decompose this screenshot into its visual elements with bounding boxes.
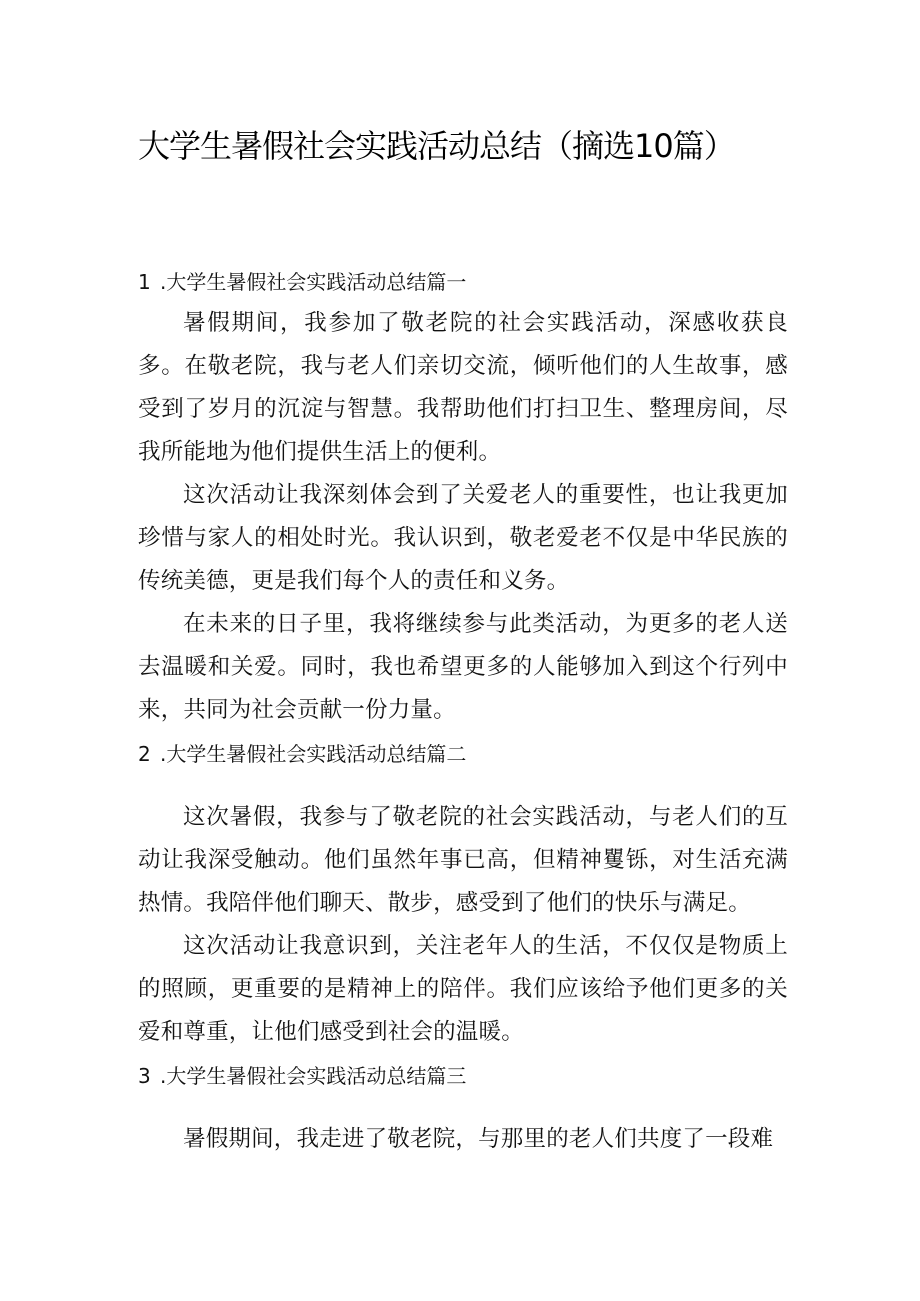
section-2 — [138, 734, 788, 1054]
paragraph: 这次活动让我意识到，关注老年人的生活，不仅仅是物质上的照顾，更重要的是精神上的陪伴。我们应该给予他们更多的关爱和尊重，让他们感受到社会的温暖。 — [138, 933, 788, 1045]
paragraph: 这次暑假，我参与了敬老院的社会实践活动，与老人们的互动让我深受触动。他们虽然年事已高，但精神矍铄，对生活充满热情。我陪伴他们聊天、散步，感受到了他们的快乐与满足。 — [138, 804, 788, 916]
section-1 — [138, 262, 788, 732]
section-3 — [138, 1056, 788, 1161]
section-heading — [138, 734, 788, 774]
section-number: 2 — [138, 742, 151, 766]
paragraph: 暑假期间，我走进了敬老院，与那里的老人们共度了一段难 — [183, 1126, 774, 1152]
section-number: 3 — [138, 1064, 151, 1088]
paragraph: 在未来的日子里，我将继续参与此类活动，为更多的老人送去温暖和关爱。同时，我也希望更多的人能够加入到这个行列中来，共同为社会贡献一份力量。 — [138, 611, 788, 723]
section-heading-text: .大学生暑假社会实践活动总结篇二 — [160, 742, 467, 766]
section-number: 1 — [138, 270, 151, 294]
paragraph: 暑假期间，我参加了敬老院的社会实践活动，深感收获良多。在敬老院，我与老人们亲切交流，倾听他们的人生故事，感受到了岁月的沉淀与智慧。我帮助他们打扫卫生、整理房间，尽我所能地为他们提供生活上的便利。 — [138, 310, 788, 465]
section-heading — [138, 1056, 788, 1096]
document-title: 大学生暑假社会实践活动总结（摘选10篇） — [138, 127, 735, 165]
section-heading-text: .大学生暑假社会实践活动总结篇三 — [160, 1064, 467, 1088]
paragraph: 这次活动让我深刻体会到了关爱老人的重要性，也让我更加珍惜与家人的相处时光。我认识到，敬老爱老不仅是中华民族的传统美德，更是我们每个人的责任和义务。 — [138, 482, 788, 594]
section-heading-text: .大学生暑假社会实践活动总结篇一 — [160, 270, 467, 294]
section-heading — [138, 262, 788, 302]
document-body — [138, 262, 788, 1161]
